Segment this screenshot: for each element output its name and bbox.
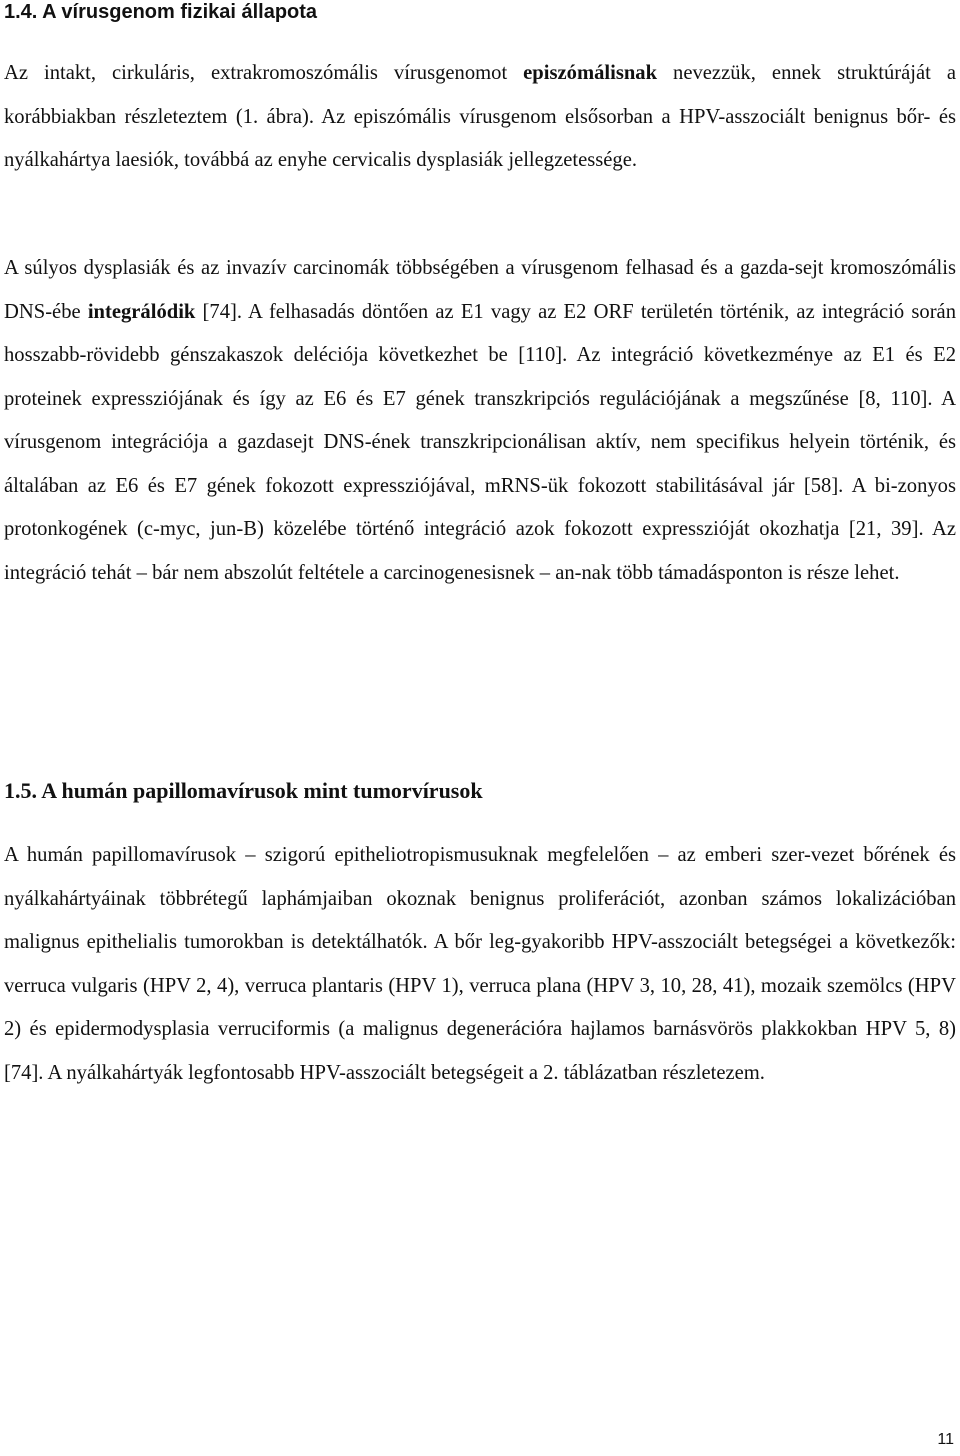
paragraph-text: [74]. A felhasadás döntően az E1 vagy az E2 ORF területén történik, az integráció során hosszabb-rövidebb génszakaszok deléciója következhet be [110]. Az integráció következménye az E1 és E2 proteinek expressziójának és így az E6 és E7 gének transzkripciós regulációjának a megszűnése [8, 110]. A vírusgenom integrációja a gazdasejt DNS-ének transzkripcionálisan aktív, nem specifikus helyein történik, és általában az E6 és E7 gének fokozott expressziójával, mRNS-ük fokozott stabilitásával jár [58]. A bi-zonyos protonkogének (c-myc, jun-B) közelébe történő integráció azok fokozott expresszióját okozhatja [21, 39]. Az integráció tehát – bár nem abszolút feltétele a carcinogenesisnek – an-nak több támadásponton is része lehet. [4, 300, 956, 584]
paragraph-text: nevezzük, ennek struktúráját a korábbiakban részleteztem (1. ábra). Az episzómális vírusgenom elsősorban a HPV-asszociált benignus bőr- és nyálkahártya laesiók, továbbá az enyhe cervicalis dysplasiák jellegzetessége. [4, 62, 957, 171]
paragraph-integration [4, 247, 956, 595]
paragraph-text: A súlyos dysplasiák és az invazív carcinomák többségében a vírusgenom felhasad és a gazda-sejt kromoszómális DNS-ébe [4, 257, 956, 323]
paragraph-text: Az intakt, cirkuláris, extrakromoszómális vírusgenomot [4, 62, 524, 84]
section-heading-1-4: 1.4. A vírusgenom fizikai állapota [4, 1, 318, 23]
bold-term-episzomalisnak: episzómálisnak [523, 62, 658, 84]
paragraph-tumor-viruses: A humán papillomavírusok – szigorú epitheliotropismusuknak megfelelően – az emberi szer-vezet bőrének és nyálkahártyáinak többrétegű laphámjaiban okoznak benignus proliferációt, azonban számos lokalizációban malignus epithelialis tumorokban is detektálhatók. A bőr leg-gyakoribb HPV-asszociált betegségei a következők: verruca vulgaris (HPV 2, 4), verruca plantaris (HPV 1), verruca plana (HPV 3, 10, 28, 41), mozaik szemölcs (HPV 2) és epidermodysplasia verruciformis (a malignus degenerációra hajlamos barnásvörös plakkokban HPV 5, 8) [74]. A nyálkahártyák legfontosabb HPV-asszociált betegségeit a 2. táblázatban részletezem. [4, 844, 956, 1084]
section-heading-1-5: 1.5. A humán papillomavírusok mint tumorvírusok [4, 778, 483, 803]
page-number: 11 [937, 1431, 954, 1448]
bold-term-integralodik: integrálódik [87, 300, 196, 323]
paragraph-episomal-genome [4, 52, 956, 183]
